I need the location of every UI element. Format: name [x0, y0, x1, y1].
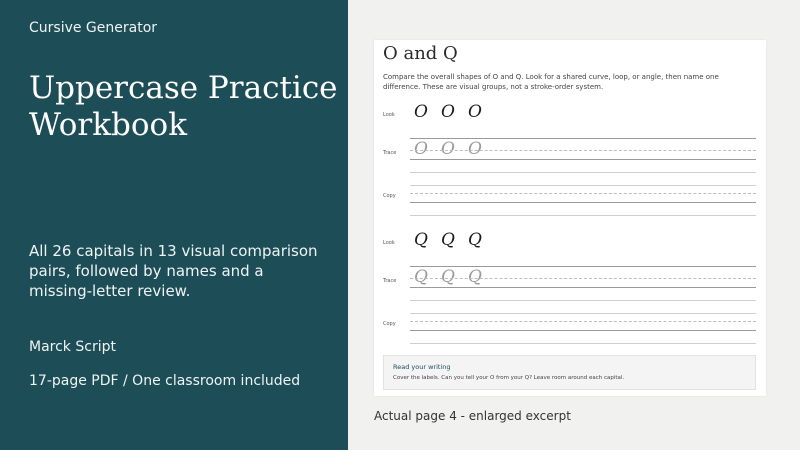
- product-title: Uppercase Practice Workbook: [29, 70, 338, 143]
- hero-panel: [0, 0, 348, 450]
- copy-label: Copy: [383, 321, 396, 327]
- guide-line: [410, 300, 756, 301]
- look-glyphs: [414, 102, 495, 122]
- glyph: Q: [414, 230, 428, 250]
- guide-line: [410, 278, 756, 279]
- look-label: Look: [383, 112, 395, 118]
- guide-line: [410, 321, 756, 322]
- glyph: O: [414, 139, 428, 159]
- guide-line: [410, 330, 756, 331]
- read-your-writing-box: [383, 355, 756, 390]
- trace-glyphs: [414, 139, 495, 159]
- guide-line: [410, 193, 756, 194]
- glyph: O: [441, 139, 455, 159]
- glyph: Q: [468, 230, 482, 250]
- copy-label: Copy: [383, 193, 396, 199]
- preview-caption: Actual page 4 - enlarged excerpt: [374, 409, 571, 423]
- instructions: Compare the overall shapes of O and Q. Look for a shared curve, loop, or angle, then name one difference. These are visual groups, not a stroke-order system.: [383, 73, 719, 91]
- product-meta: 17-page PDF / One classroom included: [29, 373, 301, 389]
- glyph: O: [468, 102, 482, 122]
- notice-text: Cover the labels. Can you tell your O from your Q? Leave room around each capital.: [393, 375, 625, 381]
- guide-line: [410, 150, 756, 151]
- glyph: Q: [441, 267, 455, 287]
- glyph: Q: [468, 267, 482, 287]
- guide-line: [410, 287, 756, 288]
- trace-glyphs: [414, 267, 495, 287]
- glyph: O: [468, 139, 482, 159]
- brand-name: Cursive Generator: [29, 20, 158, 36]
- notice-title: Read your writing: [393, 363, 451, 371]
- glyph: O: [441, 102, 455, 122]
- glyph: O: [414, 102, 428, 122]
- guide-line: [410, 185, 756, 186]
- glyph: Q: [414, 267, 428, 287]
- trace-label: Trace: [383, 278, 397, 284]
- preview-panel: [348, 0, 800, 450]
- page-title: O and Q: [383, 43, 458, 64]
- worksheet-page-preview: [374, 40, 766, 396]
- font-name: Marck Script: [29, 339, 116, 355]
- guide-line: [410, 172, 756, 173]
- guide-line: [410, 343, 756, 344]
- guide-line: [410, 159, 756, 160]
- glyph: Q: [441, 230, 455, 250]
- guide-line: [410, 313, 756, 314]
- look-glyphs: [414, 230, 495, 250]
- guide-line: [410, 202, 756, 203]
- look-label: Look: [383, 240, 395, 246]
- guide-line: [410, 215, 756, 216]
- trace-label: Trace: [383, 150, 397, 156]
- product-description: All 26 capitals in 13 visual comparison pairs, followed by names and a missing-letter review.: [29, 242, 318, 300]
